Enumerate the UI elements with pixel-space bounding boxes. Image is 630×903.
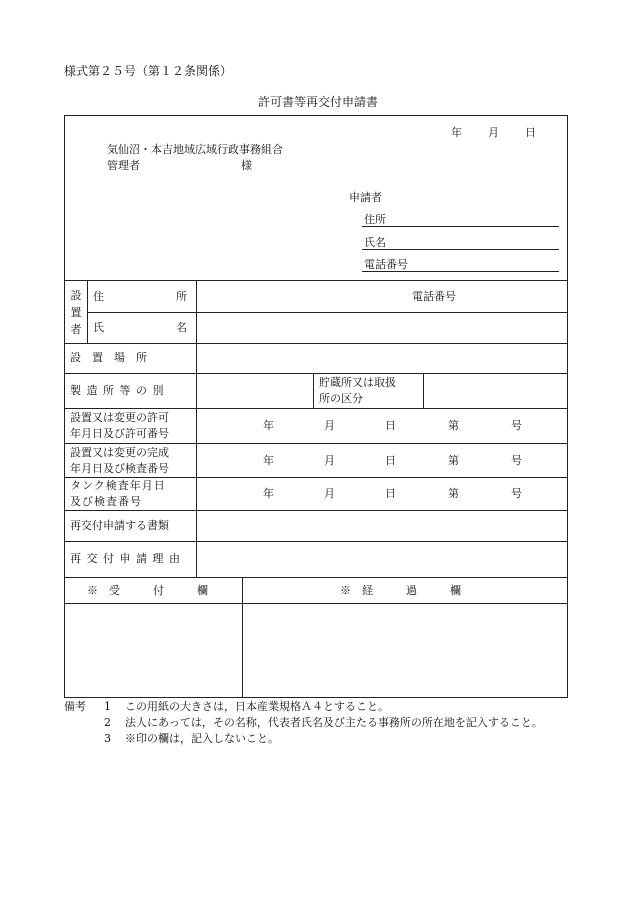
storage-class-label: 貯蔵所又は取扱 所の区分 xyxy=(319,376,396,405)
inspection-month: 月 xyxy=(324,454,335,467)
permit-label: 設置又は変更の許可 年月日及び許可番号 xyxy=(70,411,169,440)
location-label: 設 置 場 所 xyxy=(70,351,147,364)
installer-address-label-2: 所 xyxy=(176,290,187,303)
installer-phone-label: 電話番号 xyxy=(412,290,456,303)
progress-column-label: ※ 経 過 欄 xyxy=(340,584,461,597)
note-text: この用紙の大きさは，日本産業規格Ａ４とすること。 xyxy=(125,700,389,713)
tank-month: 月 xyxy=(324,487,335,500)
permit-year: 年 xyxy=(263,419,274,432)
note-number: 2 xyxy=(104,716,111,729)
tank-year: 年 xyxy=(263,487,274,500)
row-divider xyxy=(64,408,568,409)
row-divider xyxy=(64,510,568,511)
row-divider xyxy=(64,373,568,374)
tank-no-prefix: 第 xyxy=(448,487,459,500)
reissue-reason-label: 再 交 付 申 請 理 由 xyxy=(70,552,181,565)
addressee-title: 管理者 xyxy=(107,159,140,172)
installer-address-label-1: 住 xyxy=(93,290,104,303)
applicant-phone-label: 電話番号 xyxy=(364,258,408,271)
addressee-honorific: 様 xyxy=(241,159,252,172)
application-form-table xyxy=(64,115,568,698)
applicant-phone-line[interactable] xyxy=(362,271,559,272)
inspection-year: 年 xyxy=(263,454,274,467)
date-day-label: 日 xyxy=(525,126,536,139)
applicant-name-line[interactable] xyxy=(362,249,559,250)
permit-no-prefix: 第 xyxy=(448,419,459,432)
note-number: 1 xyxy=(104,700,111,713)
date-year-label: 年 xyxy=(451,126,462,139)
tank-no-suffix: 号 xyxy=(511,487,522,500)
applicant-address-label: 住所 xyxy=(364,213,386,226)
note-text: ※印の欄は，記入しないこと。 xyxy=(125,732,279,745)
row-divider xyxy=(64,280,568,281)
column-divider xyxy=(313,373,314,408)
column-divider xyxy=(423,373,424,408)
form-number: 様式第２５号（第１２条関係） xyxy=(64,64,233,78)
row-divider xyxy=(64,443,568,444)
notes-heading: 備考 xyxy=(64,700,86,713)
row-divider xyxy=(64,577,568,578)
permit-month: 月 xyxy=(324,419,335,432)
row-divider xyxy=(64,541,568,542)
applicant-label: 申請者 xyxy=(349,191,382,204)
reissue-docs-label: 再交付申請する書類 xyxy=(70,519,169,532)
row-divider xyxy=(64,343,568,344)
note-text: 法人にあっては，その名称，代表者氏名及び主たる事務所の所在地を記入すること。 xyxy=(125,716,543,729)
tank-day: 日 xyxy=(385,487,396,500)
row-divider xyxy=(64,603,568,604)
inspection-label: 設置又は変更の完成 年月日及び検査番号 xyxy=(70,446,169,475)
installer-name-label-2: 名 xyxy=(176,321,187,334)
column-divider xyxy=(196,280,197,577)
installer-name-label-1: 氏 xyxy=(93,321,104,334)
receipt-column-label: ※ 受 付 欄 xyxy=(87,584,208,597)
inspection-no-prefix: 第 xyxy=(448,454,459,467)
date-month-label: 月 xyxy=(488,126,499,139)
form-title: 許可書等再交付申請書 xyxy=(258,95,379,109)
addressee-organization: 気仙沼・本吉地域広域行政事務組合 xyxy=(107,143,283,156)
inspection-day: 日 xyxy=(385,454,396,467)
facility-type-label: 製 造 所 等 の 別 xyxy=(70,384,165,397)
tank-inspection-label: タンク検査年月日 及び検査番号 xyxy=(70,479,166,508)
applicant-address-line[interactable] xyxy=(362,226,559,227)
row-divider xyxy=(87,312,568,313)
note-number: 3 xyxy=(104,732,111,745)
inspection-no-suffix: 号 xyxy=(511,454,522,467)
applicant-name-label: 氏名 xyxy=(364,236,386,249)
column-divider xyxy=(87,280,88,343)
installer-group-label: 設置者 xyxy=(70,289,82,336)
permit-no-suffix: 号 xyxy=(511,419,522,432)
column-divider xyxy=(242,577,243,698)
permit-day: 日 xyxy=(385,419,396,432)
